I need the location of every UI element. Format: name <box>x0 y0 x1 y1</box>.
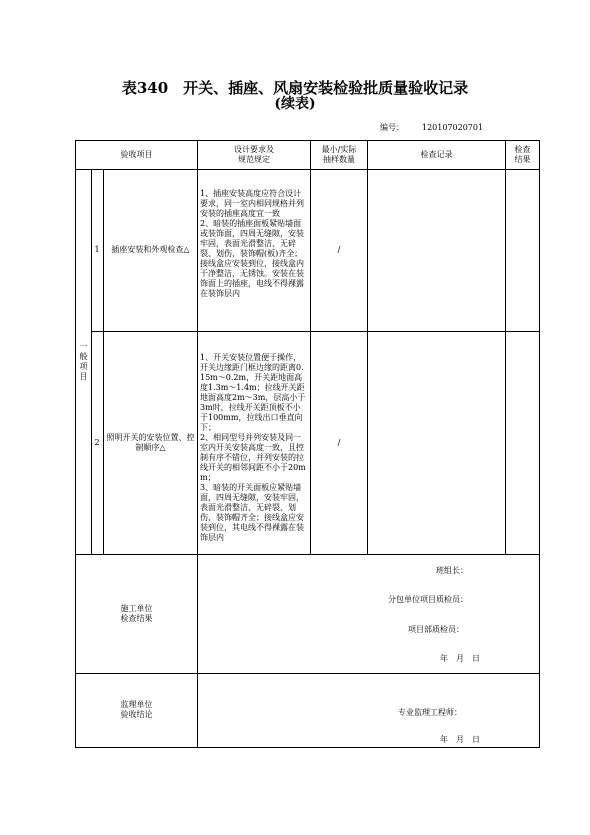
inspection-table <box>75 140 540 748</box>
construction-date: 年 月 日 <box>440 654 480 663</box>
header-result: 检查 结果 <box>514 145 531 164</box>
check-result <box>506 331 539 554</box>
supervision-label: 监理单位 验收结论 <box>120 700 153 719</box>
header-record: 检查记录 <box>420 150 453 159</box>
group-label: 一 般 项 目 <box>79 341 88 381</box>
page-subtitle: (续表) <box>274 96 316 112</box>
check-record <box>368 169 505 331</box>
code-label: 编号： <box>380 123 404 132</box>
row-number: 2 <box>94 437 100 447</box>
supervision-engineer-label: 专业监理工程师： <box>398 708 462 717</box>
project-inspector-label: 项目部质检员： <box>408 625 464 634</box>
header-sample: 最小/实际 抽样数量 <box>321 145 357 164</box>
document-code <box>380 123 483 133</box>
header-item: 验收项目 <box>120 150 153 159</box>
requirement-text: 1、插座安装高度应符合设计要求，同一室内相同规格并列安装的插座高度宜一致 2、暗装的插座面板紧贴墙面或装饰面，四周无缝隙，安装牢固，表面光滑整洁、无碎裂、划伤，装饰帽(板)齐全；接线盒应安装到位，接线盒内干净整洁，无锈蚀。安装在装饰面上的插座，电线不得裸露在装饰层内 <box>200 189 304 298</box>
sample-count: / <box>337 245 341 254</box>
divider <box>197 141 198 747</box>
item-name: 插座安装和外观检查△ <box>111 245 190 254</box>
item-name: 照明开关的安装位置、控制顺序△ <box>106 432 195 452</box>
construction-label: 施工单位 检查结果 <box>120 603 153 623</box>
requirement-text: 1、开关安装位置便于操作，开关边缘距门框边缘的距离0.15m～0.2m，开关距地面高度1.3m～1.4m；拉线开关距地面高度2m～3m，层高小于3m时，拉线开关距顶板不小于100mm，拉线出口垂直向下； 2、相同型号并列安装及同一室内开关安装高度一致，且控制有序不错位，并列安装的拉线开关的相邻间距不小于20mm； 3、暗装的开关面板应紧贴墙面，四周无缝隙，安装牢固，表面光滑整洁、无碎裂、划伤，装饰帽齐全；接线盒应安装到位，其电线不得裸露在装饰层内 <box>200 353 306 542</box>
row-number: 1 <box>94 245 100 254</box>
check-result <box>506 169 539 331</box>
code-value: 120107020701 <box>422 123 484 132</box>
team-leader-label: 班组长： <box>436 566 468 575</box>
sub-inspector-label: 分包单位项目质检员： <box>388 595 468 604</box>
header-requirement: 设计要求及 规范规定 <box>234 145 274 164</box>
page-title: 表340 开关、插座、风扇安装检验批质量验收记录 <box>121 79 469 97</box>
supervision-date: 年 月 日 <box>440 735 480 744</box>
check-record <box>368 331 505 554</box>
sample-count: / <box>337 437 341 447</box>
